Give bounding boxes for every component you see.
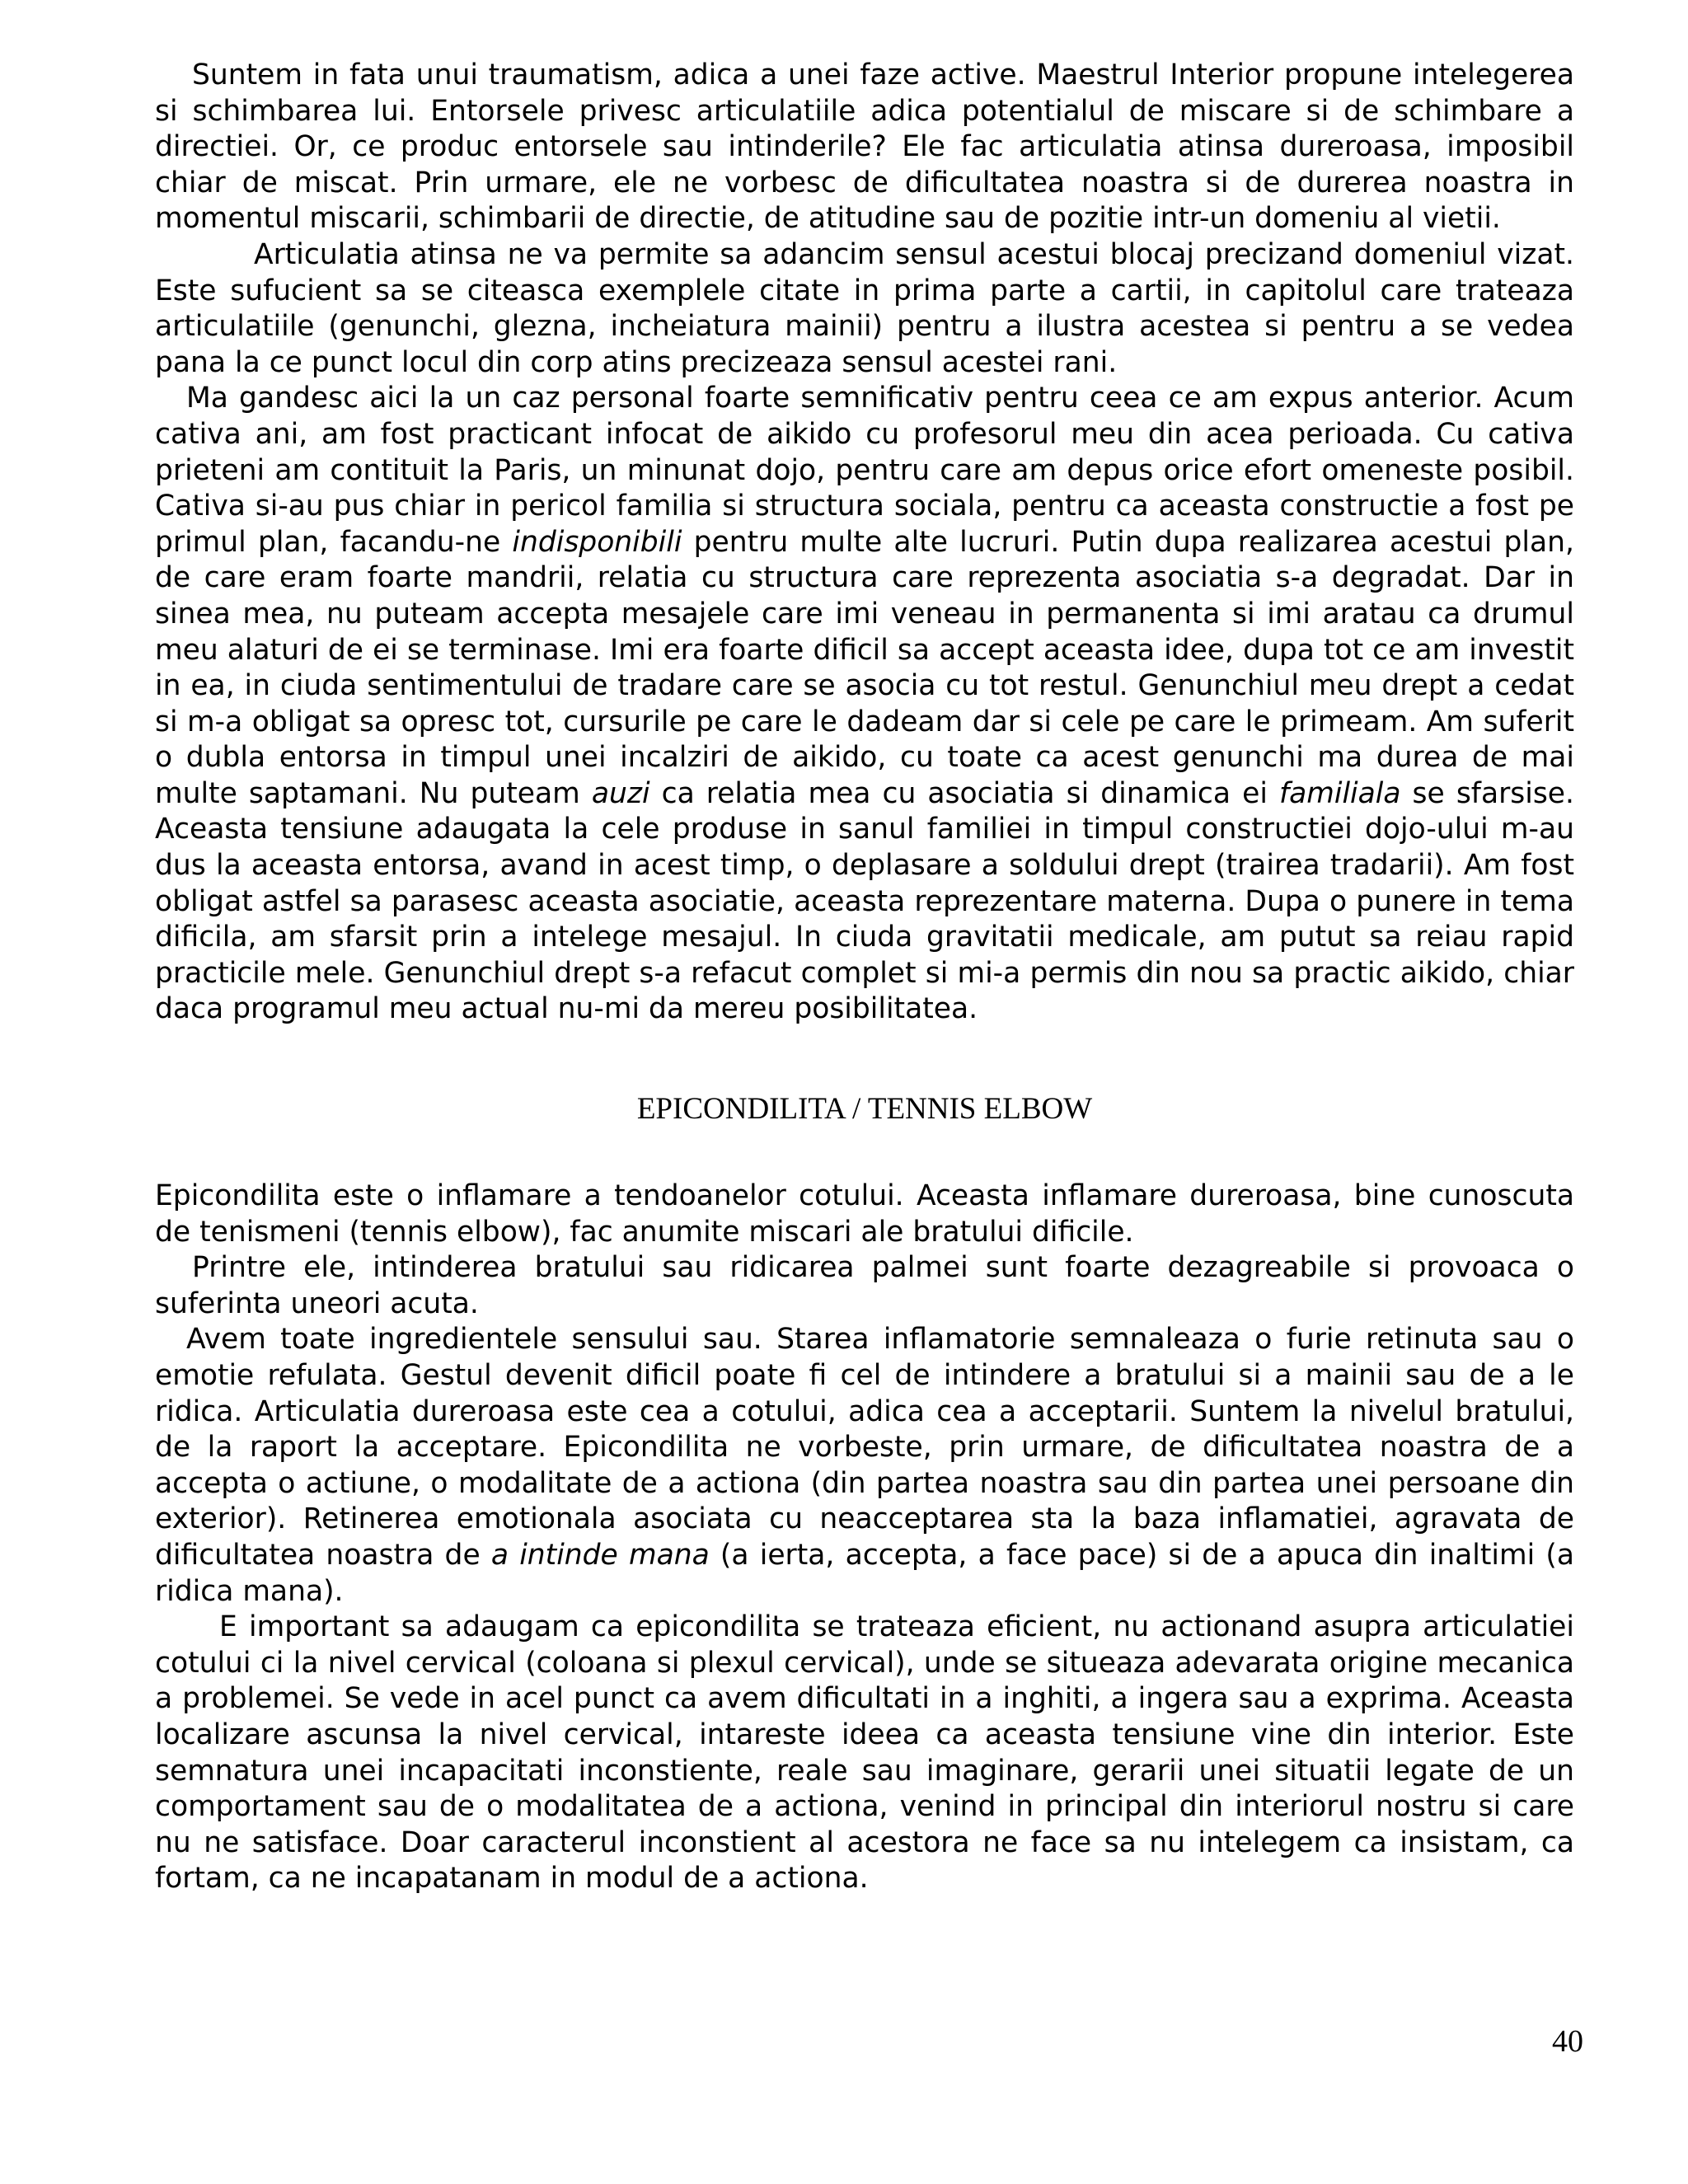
paragraph-ingrediente (155, 1322, 1574, 1610)
section-heading: EPICONDILITA / TENNIS ELBOW (636, 1092, 1093, 1127)
text-run: Avem toate ingredientele sensului sau. Starea inflamatorie semnaleaza o furie retinuta sau o emotie refulata. Gestul devenit dificil poate fi cel de intindere a bratului si a mainii sau de a le ridica. Articulatia dureroasa este cea a cotului, adica cea a acceptarii. Suntem la nivelul bratului, de la raport la acceptare. Epicondilita ne vorbeste, prin urmare, de dificultatea noastra de a accepta o actiune, o modalitate de a actiona (din partea noastra sau din partea unei persoane din exterior). Retinerea emotionala asociata cu neacceptarea sta la baza inflamatiei, agravata de dificultatea noastra de (155, 1323, 1574, 1572)
text-run: Ma gandesc aici la un caz personal foarte semnificativ pentru ceea ce am expus anterior. Acum cativa ani, am fost practicant infocat de aikido cu profesorul meu din acea perioada. Cu cativa prieteni am contituit la Paris, un minunat dojo, pentru care am depus orice efort omeneste posibil. Cativa si-au pus chiar in pericol familia si structura sociala, pentru ca aceasta constructie a fost pe primul plan, facandu-ne (155, 382, 1574, 559)
paragraph-epicondilita-definitie: Epicondilita este o inflamare a tendoanelor cotului. Aceasta inflamare dureroasa, bine cunoscuta de tenismeni (tennis elbow), fac anumite miscari ale bratului dificile. (155, 1179, 1574, 1249)
paragraph-caz-personal (155, 381, 1574, 1028)
paragraph-articulatia-atinsa: Articulatia atinsa ne va permite sa adancim sensul acestui blocaj precizand domeniul vizat. Este sufucient sa se citeasca exemplele citate in prima parte a cartii, in capitolul care trateaza articulatiile (genunchi, glezna, incheiatura mainii) pentru a ilustra acestea si pentru a se vedea pana la ce punct locul din corp atins precizeaza sensul acestei rani. (155, 237, 1574, 379)
text-run: pentru multe alte lucruri. Putin dupa realizarea acestui plan, de care eram foarte mandrii, relatia cu structura care reprezenta asociatia s-a degradat. Dar in sinea mea, nu puteam accepta mesajele care imi veneau in permanenta si imi aratau ca drumul meu alaturi de ei se terminase. Imi era foarte dificil sa accept aceasta idee, dupa tot ce am investit in ea, in ciuda sentimentului de tradare care se asocia cu tot restul. Genunchiul meu drept a cedat si m-a obligat sa opresc tot, cursurile pe care le dadeam dar si cele pe care le primeam. Am suferit o dubla entorsa in timpul unei incalziri de aikido, cu toate ca acest genunchi ma durea de mai multe saptamani. Nu puteam (155, 525, 1574, 810)
text-run: ca relatia mea cu asociatia si dinamica ei (649, 776, 1279, 810)
text-run: (a ierta, accepta, a face pace) si de a apuca din inaltimi (a ridica mana). (155, 1538, 1574, 1608)
italic-text: auzi (591, 776, 650, 810)
paragraph-traumatism: Suntem in fata unui traumatism, adica a unei faze active. Maestrul Interior propune intelegerea si schimbarea lui. Entorsele privesc articulatiile adica potentialul de miscare si de schimbare a directiei. Or, ce produc entorsele sau intinderile? Ele fac articulatia atinsa dureroasa, imposibil chiar de miscat. Prin urmare, ele ne vorbesc de dificultatea noastra si de durerea noastra in momentul miscarii, schimbarii de directie, de atitudine sau de pozitie intr-un domeniu al vietii. (155, 59, 1574, 236)
paragraph-printre-ele: Printre ele, intinderea bratului sau ridicarea palmei sunt foarte dezagreabile si provoaca o suferinta uneori acuta. (155, 1251, 1574, 1320)
paragraph-tratament: E important sa adaugam ca epicondilita se trateaza eficient, nu actionand asupra articulatiei cotului ci la nivel cervical (coloana si plexul cervical), unde se situeaza adevarata origine mecanica a problemei. Se vede in acel punct ca avem dificultati in a inghiti, a ingera sau a exprima. Aceasta localizare ascunsa la nivel cervical, intareste ideea ca aceasta tensiune vine din interior. Este semnatura unei incapacitati inconstiente, reale sau imaginare, gerarii unei situatii legate de un comportament sau de o modalitatea de a actiona, venind in principal din interiorul nostru si care nu ne satisface. Doar caracterul inconstient al acestora ne face sa nu intelegem ca insistam, ca fortam, ca ne incapatanam in modul de a actiona. (155, 1610, 1574, 1896)
page-number: 40 (1552, 2024, 1583, 2059)
text-run: se sfarsise. Aceasta tensiune adaugata la cele produse in sanul familiei in timpul constructiei dojo-ului m-au dus la aceasta entorsa, avand in acest timp, o deplasare a soldului drept (trairea tradarii). Am fost obligat astfel sa parasesc aceasta asociatie, aceasta reprezentare materna. Dupa o punere in tema dificila, am sfarsit prin a intelege mesajul. In ciuda gravitatii medicale, am putut sa reiau rapid practicile mele. Genunchiul drept s-a refacut complet si mi-a permis din nou sa practic aikido, chiar daca programul meu actual nu-mi da mereu posibilitatea. (155, 776, 1574, 1026)
italic-text: familiala (1278, 776, 1401, 810)
italic-text: a intinde mana (490, 1538, 710, 1572)
document-page (155, 58, 1574, 1897)
italic-text: indisponibili (512, 525, 682, 559)
